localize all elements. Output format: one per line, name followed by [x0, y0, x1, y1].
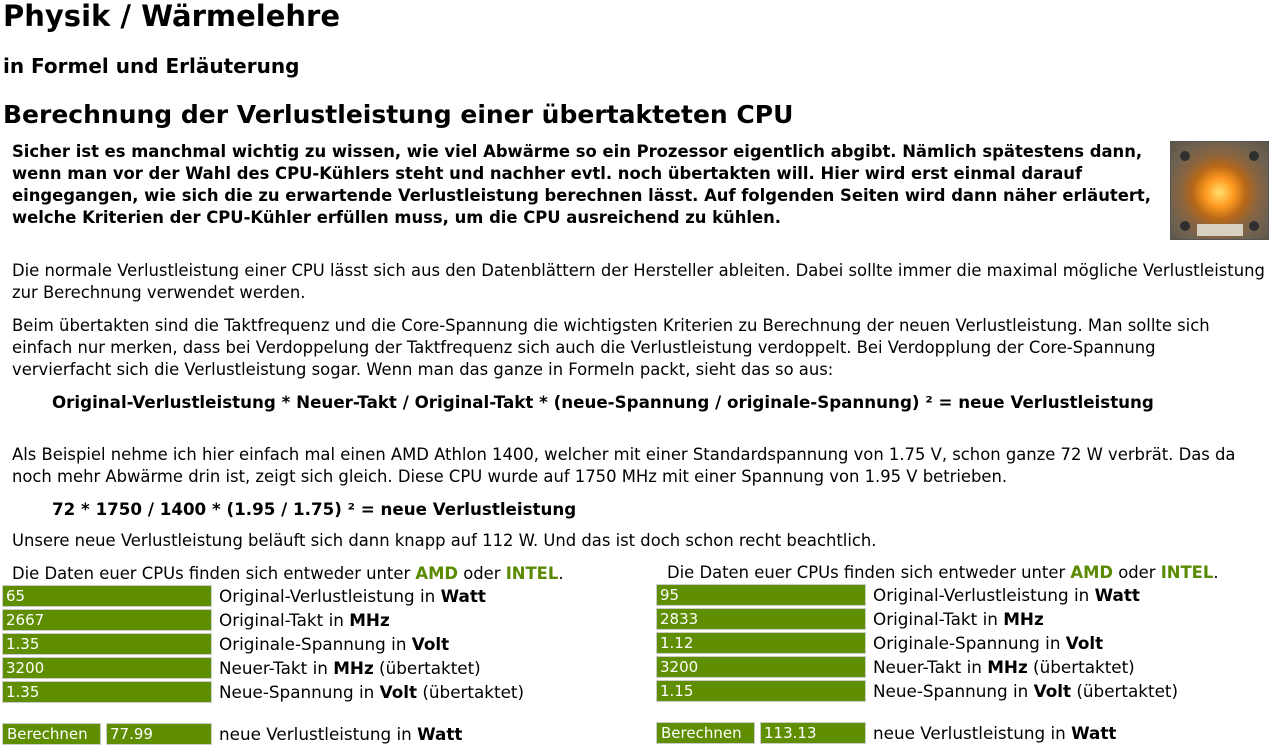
result-label [873, 722, 1116, 744]
orig-power-label [219, 585, 486, 607]
formula-general: Original-Verlustleistung * Neuer-Takt / Original-Takt * (neue-Spannung / originale-Spannung) ² = neue Verlustleistung [52, 392, 1154, 412]
label-suffix: (übertaktet) [1027, 657, 1135, 677]
label-suffix: (übertaktet) [1071, 681, 1179, 701]
orig-voltage-label [873, 632, 1103, 654]
calculate-button[interactable]: Berechnen [656, 722, 755, 744]
new-clock-input[interactable]: 3200 [2, 657, 212, 679]
intel-link[interactable]: INTEL [1160, 563, 1214, 582]
cpu-corner-pad [1249, 151, 1259, 161]
unit-text: MHz [1003, 609, 1044, 629]
unit-text: MHz [349, 610, 390, 630]
hint-text: . [558, 564, 564, 583]
amd-link[interactable]: AMD [1070, 563, 1113, 582]
orig-voltage-label [219, 633, 449, 655]
calc-hint-right [667, 562, 1219, 584]
intro-paragraph: Sicher ist es manchmal wichtig zu wissen, wie viel Abwärme so ein Prozessor eigentlich abgibt. Nämlich spätestens dann, wenn man vor der Wahl des CPU-Kühlers steht und nachher evtl. noch übertakten will. Hier wird erst einmal darauf eingegangen, wie sich die zu erwartende Verlustleistung berechnen lässt. Auf folgenden Seiten wird dann näher erläutert, welche Kriterien der CPU-Kühler erfüllen muss, um die CPU ausreichend zu kühlen. [12, 142, 1151, 227]
cpu-corner-pad [1249, 221, 1259, 231]
label-text: Neue-Spannung in [219, 682, 380, 702]
unit-text: Volt [1065, 633, 1104, 653]
paragraph-result: Unsere neue Verlustleistung beläuft sich dann knapp auf 112 W. Und das ist doch schon recht beachtlich. [12, 531, 877, 550]
unit-text: Volt [379, 682, 418, 702]
new-clock-label [219, 657, 481, 679]
unit-text: Volt [1033, 681, 1072, 701]
label-text: Neuer-Takt in [873, 657, 988, 677]
new-voltage-input[interactable]: 1.15 [656, 680, 866, 702]
label-suffix: (übertaktet) [417, 682, 525, 702]
orig-power-input[interactable]: 95 [656, 584, 866, 606]
label-text: Original-Verlustleistung in [219, 586, 441, 606]
result-label [219, 723, 462, 745]
label-text: Neue-Spannung in [873, 681, 1034, 701]
calc-hint-left [12, 563, 564, 585]
cpu-image [1170, 141, 1269, 240]
unit-text: Watt [1071, 723, 1117, 743]
new-voltage-label [219, 681, 524, 703]
label-text: Original-Verlustleistung in [873, 585, 1095, 605]
orig-clock-input[interactable]: 2667 [2, 609, 212, 631]
formula-example: 72 * 1750 / 1400 * (1.95 / 1.75) ² = neue Verlustleistung [52, 499, 577, 519]
orig-power-input[interactable]: 65 [2, 585, 212, 607]
label-text: neue Verlustleistung in [219, 724, 418, 744]
paragraph-example: Als Beispiel nehme ich hier einfach mal einen AMD Athlon 1400, welcher mit einer Standardspannung von 1.75 V, schon ganze 72 W verbrät. Das da noch mehr Abwärme drin ist, zeigt sich gleich. Diese CPU wurde auf 1750 MHz mit einer Spannung von 1.95 V betrieben. [12, 445, 1236, 486]
label-text: Neuer-Takt in [219, 658, 334, 678]
label-text: Originale-Spannung in [873, 633, 1066, 653]
page-title: Physik / Wärmelehre [3, 0, 341, 33]
result-output: 113.13 [760, 722, 866, 744]
hint-text: oder [1113, 563, 1161, 582]
section-heading: Berechnung der Verlustleistung einer übertakteten CPU [3, 100, 794, 129]
amd-link[interactable]: AMD [415, 564, 458, 583]
new-voltage-input[interactable]: 1.35 [2, 681, 212, 703]
new-clock-label [873, 656, 1135, 678]
orig-clock-label [219, 609, 390, 631]
unit-text: MHz [987, 657, 1028, 677]
calculate-button[interactable]: Berechnen [2, 723, 101, 745]
orig-power-label [873, 584, 1140, 606]
unit-text: Volt [411, 634, 450, 654]
hint-text: Die Daten euer CPUs finden sich entweder unter [667, 563, 1071, 582]
new-voltage-label [873, 680, 1178, 702]
cpu-label-sticker [1197, 224, 1243, 236]
orig-clock-label [873, 608, 1044, 630]
label-text: neue Verlustleistung in [873, 723, 1072, 743]
new-clock-input[interactable]: 3200 [656, 656, 866, 678]
hint-text: Die Daten euer CPUs finden sich entweder unter [12, 564, 416, 583]
label-text: Original-Takt in [219, 610, 350, 630]
unit-text: Watt [440, 586, 486, 606]
unit-text: Watt [1094, 585, 1140, 605]
label-text: Original-Takt in [873, 609, 1004, 629]
paragraph-overclocking: Beim übertakten sind die Taktfrequenz und die Core-Spannung die wichtigsten Kriterien zu Berechnung der neuen Verlustleistung. Man sollte sich einfach nur merken, dass bei Verdoppelung der Taktfrequenz sich auch die Verlustleistung verdoppelt. Bei Verdopplung der Core-Spannung vervierfacht sich die Verlustleistung sogar. Wenn man das ganze in Formeln packt, sieht das so aus: [12, 316, 1210, 379]
hint-text: oder [458, 564, 506, 583]
hint-text: . [1213, 563, 1219, 582]
result-output: 77.99 [106, 723, 212, 745]
orig-voltage-input[interactable]: 1.12 [656, 632, 866, 654]
intel-link[interactable]: INTEL [505, 564, 559, 583]
paragraph-normal-power: Die normale Verlustleistung einer CPU lässt sich aus den Datenblättern der Hersteller ableiten. Dabei sollte immer die maximal mögliche Verlustleistung zur Berechnung verwendet werden. [12, 261, 1265, 302]
label-suffix: (übertaktet) [373, 658, 481, 678]
label-text: Originale-Spannung in [219, 634, 412, 654]
orig-clock-input[interactable]: 2833 [656, 608, 866, 630]
cpu-corner-pad [1180, 151, 1190, 161]
unit-text: MHz [333, 658, 374, 678]
page-subtitle: in Formel und Erläuterung [3, 54, 300, 78]
orig-voltage-input[interactable]: 1.35 [2, 633, 212, 655]
unit-text: Watt [417, 724, 463, 744]
cpu-corner-pad [1180, 221, 1190, 231]
